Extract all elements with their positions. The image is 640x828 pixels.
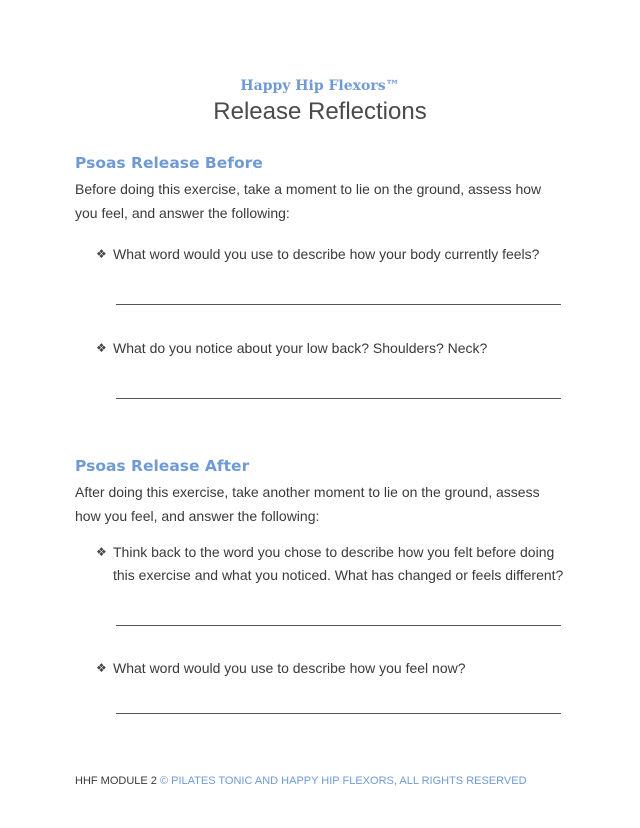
brand-name: Happy Hip Flexors™	[240, 78, 400, 94]
footer-module: HHF MODULE 2	[75, 775, 157, 787]
section-before	[75, 154, 565, 225]
answer-line-before-1[interactable]	[116, 304, 561, 305]
bullet-icon: ❖	[96, 545, 107, 559]
bullet-icon: ❖	[96, 341, 107, 355]
section-heading-after: Psoas Release After	[75, 457, 250, 475]
answer-line-after-1[interactable]	[116, 625, 561, 626]
answer-line-after-2[interactable]	[116, 713, 561, 714]
bullet-icon: ❖	[96, 661, 107, 675]
question-text: What do you notice about your low back? Shoulders? Neck?	[113, 340, 488, 356]
bullet-icon: ❖	[96, 247, 107, 261]
section-intro-before: Before doing this exercise, take a moment to lie on the ground, assess how you feel, and answer the following:	[75, 181, 542, 221]
page-title: Release Reflections	[213, 98, 427, 125]
page-footer	[75, 775, 527, 787]
section-intro-after: After doing this exercise, take another moment to lie on the ground, assess how you feel, and answer the following:	[75, 484, 540, 524]
question-text: Think back to the word you chose to describe how you felt before doing this exercise and what you noticed. What has changed or feels different?	[113, 544, 564, 583]
question-after-2	[96, 657, 566, 680]
section-after	[75, 457, 565, 528]
question-after-1	[96, 541, 566, 587]
question-before-1	[96, 243, 566, 266]
answer-line-before-2[interactable]	[116, 398, 561, 399]
footer-copyright: © PILATES TONIC AND HAPPY HIP FLEXORS, ALL RIGHTS RESERVED	[159, 775, 527, 787]
question-text: What word would you use to describe how your body currently feels?	[113, 246, 540, 262]
question-before-2	[96, 337, 566, 360]
section-heading-before: Psoas Release Before	[75, 154, 263, 172]
question-text: What word would you use to describe how you feel now?	[113, 660, 466, 676]
